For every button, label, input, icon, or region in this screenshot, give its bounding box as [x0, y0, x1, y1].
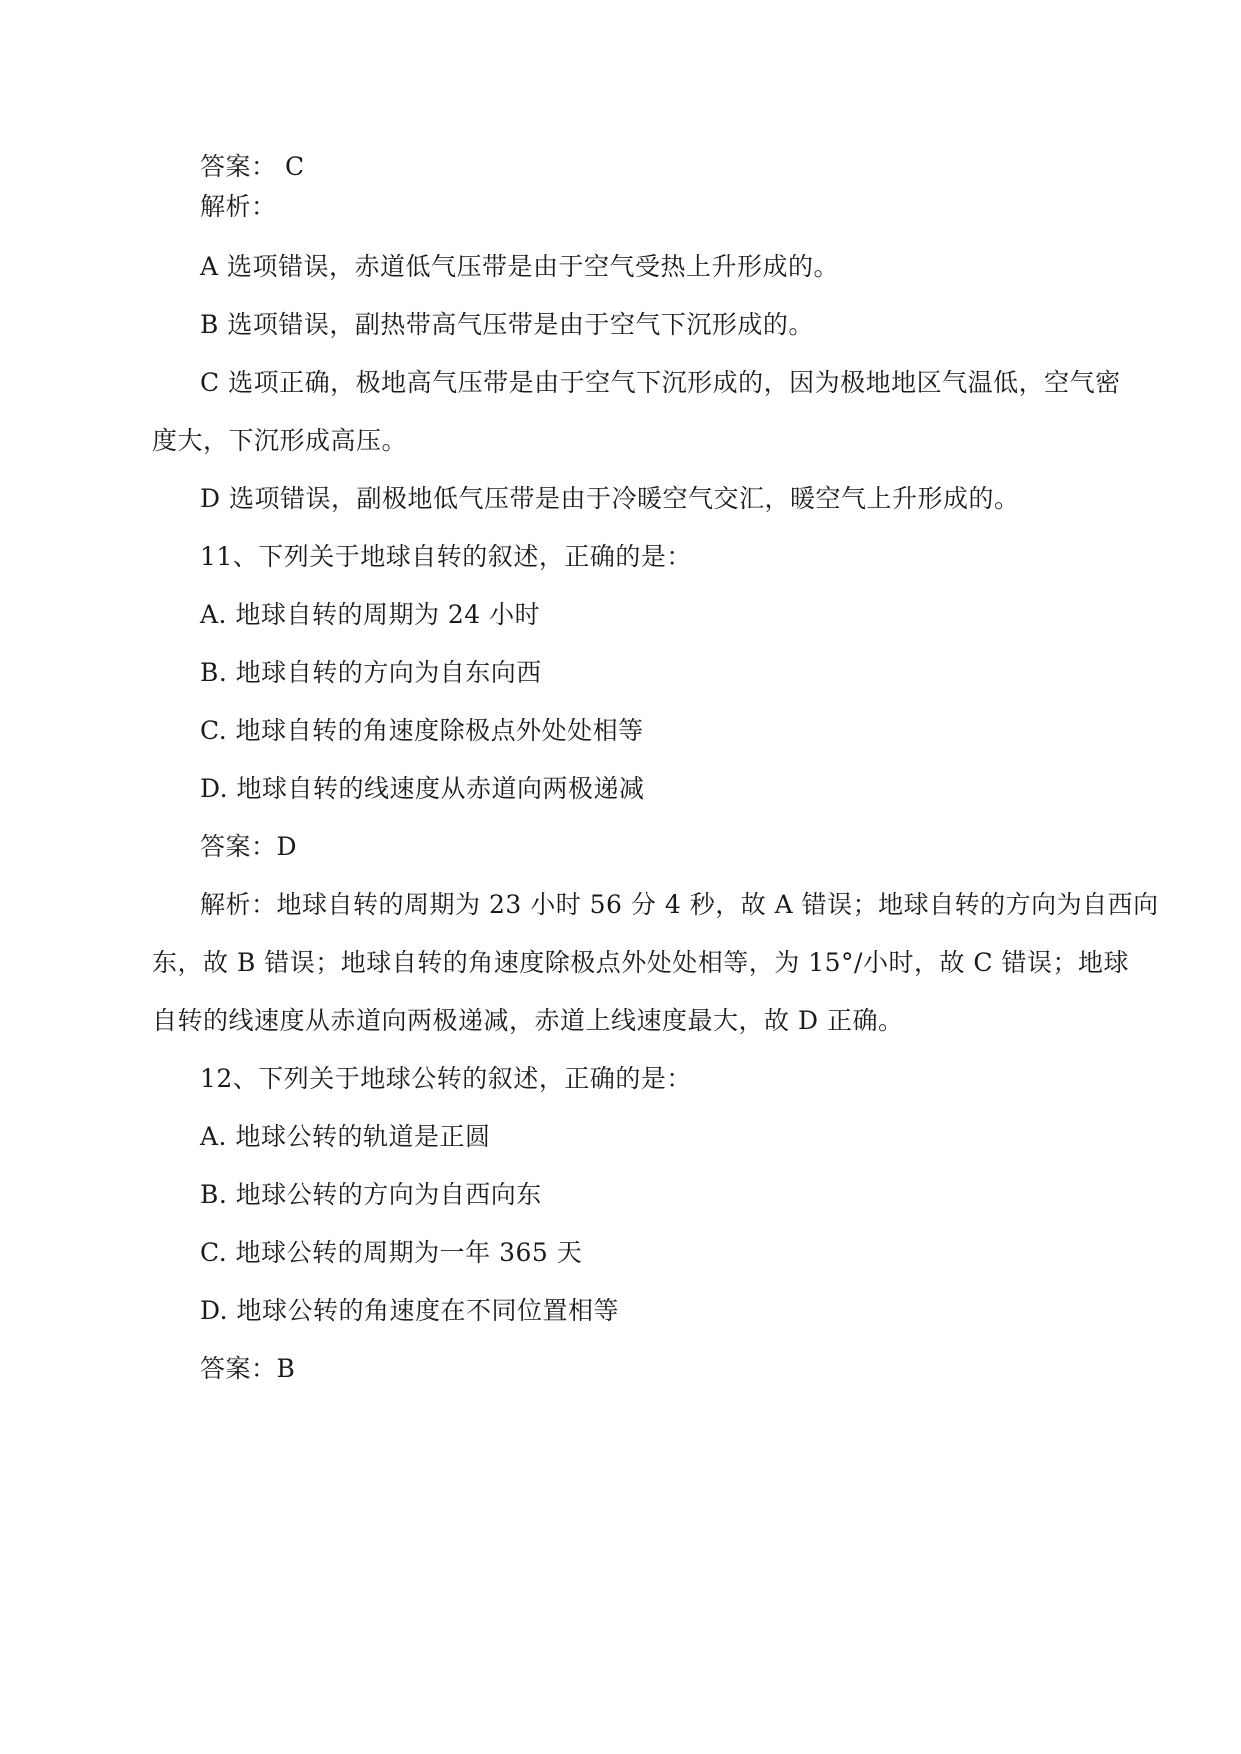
q12-option-b: B. 地球公转的方向为自西向东 — [200, 1180, 542, 1209]
q10-analysis-option-b: B 选项错误，副热带高气压带是由于空气下沉形成的。 — [200, 310, 814, 339]
q10-analysis-option-c-line2: 度大，下沉形成高压。 — [152, 426, 408, 455]
q10-analysis-option-a: A 选项错误，赤道低气压带是由于空气受热上升形成的。 — [200, 252, 840, 281]
q12-option-c: C. 地球公转的周期为一年 365 天 — [200, 1238, 583, 1267]
q12-option-d: D. 地球公转的角速度在不同位置相等 — [200, 1296, 620, 1325]
q11-analysis-line3: 自转的线速度从赤道向两极递减，赤道上线速度最大，故 D 正确。 — [152, 1006, 904, 1035]
q11-option-b: B. 地球自转的方向为自东向西 — [200, 658, 542, 687]
q11-option-d: D. 地球自转的线速度从赤道向两极递减 — [200, 774, 645, 803]
q10-analysis-option-d: D 选项错误，副极地低气压带是由于冷暖空气交汇，暖空气上升形成的。 — [200, 484, 1020, 513]
q12-option-a: A. 地球公转的轨道是正圆 — [200, 1122, 491, 1151]
q12-stem: 12、下列关于地球公转的叙述，正确的是： — [200, 1064, 692, 1093]
q11-analysis-line2: 东，故 B 错误；地球自转的角速度除极点外处处相等，为 15°/小时，故 C 错误；地球 — [152, 948, 1129, 977]
q10-answer: 答案： C — [200, 152, 305, 181]
q11-answer: 答案：D — [200, 832, 298, 861]
q11-analysis-line1: 解析：地球自转的周期为 23 小时 56 分 4 秒，故 A 错误；地球自转的方向为自西向 — [200, 890, 1159, 919]
q12-answer: 答案：B — [200, 1354, 296, 1383]
q10-analysis-option-c-line1: C 选项正确，极地高气压带是由于空气下沉形成的，因为极地地区气温低，空气密 — [200, 368, 1121, 397]
q11-option-a: A. 地球自转的周期为 24 小时 — [200, 600, 541, 629]
q11-option-c: C. 地球自转的角速度除极点外处处相等 — [200, 716, 644, 745]
q10-analysis-label: 解析： — [200, 192, 277, 221]
q11-stem: 11、下列关于地球自转的叙述，正确的是： — [200, 542, 692, 571]
